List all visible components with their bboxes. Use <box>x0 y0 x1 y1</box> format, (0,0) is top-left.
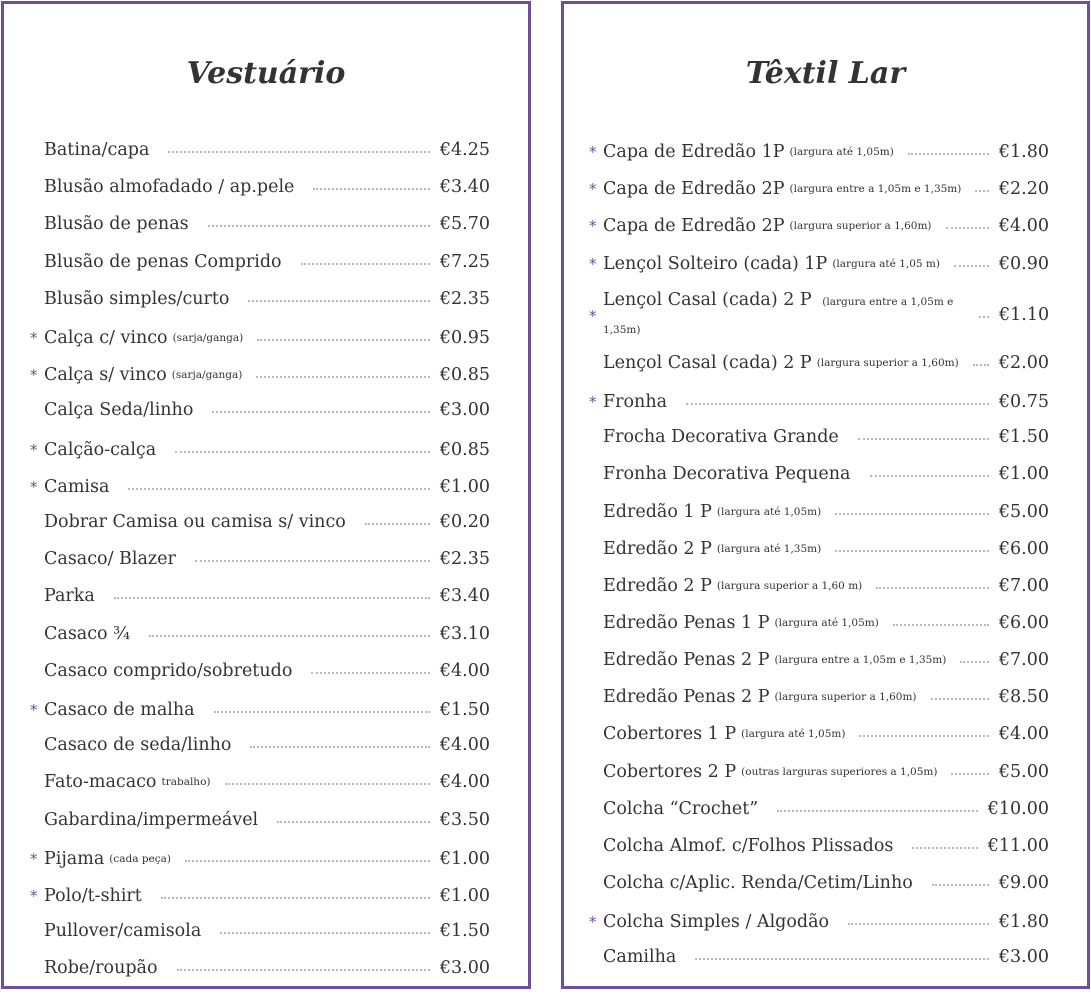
item-label: Colcha c/Aplic. Renda/Cetim/Linho <box>603 873 913 893</box>
item-note: trabalho) <box>161 776 211 789</box>
item-label: Blusão almofadado / ap.pele <box>44 177 295 198</box>
price-row <box>589 287 1049 343</box>
price-row <box>30 139 490 161</box>
dotted-leader <box>951 773 988 775</box>
item-price: €4.00 <box>998 216 1049 236</box>
item-label: Casaco de seda/linho <box>44 735 232 756</box>
dotted-leader <box>220 932 430 934</box>
price-row <box>30 697 490 721</box>
item-price: €5.00 <box>998 502 1049 522</box>
item-price: €1.00 <box>998 464 1049 484</box>
item-label: Calção-calça <box>44 439 157 460</box>
dotted-leader <box>975 190 989 192</box>
item-label: Cobertores 2 P <box>603 762 737 782</box>
price-row <box>589 176 1049 200</box>
dotted-leader <box>311 672 430 674</box>
dotted-leader <box>686 403 989 405</box>
asterisk-marker: * <box>589 217 597 235</box>
dotted-leader <box>954 265 989 267</box>
price-row <box>589 501 1049 523</box>
item-label: Calça c/ vinco <box>44 328 168 348</box>
dotted-leader <box>835 550 989 552</box>
price-row <box>30 846 490 870</box>
item-price: €2.20 <box>998 179 1049 199</box>
dotted-leader <box>893 624 989 626</box>
item-note: (largura até 1,05m) <box>741 728 846 740</box>
item-price: €4.00 <box>439 660 490 681</box>
price-row <box>589 389 1049 413</box>
price-row <box>30 176 490 198</box>
item-label: Blusão simples/curto <box>44 288 230 309</box>
price-row <box>30 957 490 979</box>
item-note: (sarja/ganga) <box>172 332 244 344</box>
item-label: Pijama <box>44 848 105 869</box>
asterisk-marker: * <box>589 307 597 325</box>
dotted-leader <box>931 698 989 700</box>
dotted-leader <box>195 560 430 562</box>
item-label: Capa de Edredão 1P <box>603 142 785 162</box>
price-row <box>589 352 1049 374</box>
price-row <box>30 437 490 461</box>
item-label: Fronha Decorativa Pequena <box>603 464 851 484</box>
price-row <box>30 734 490 756</box>
asterisk-marker: * <box>589 913 597 931</box>
dotted-leader <box>248 300 429 302</box>
item-label: Dobrar Camisa ou camisa s/ vinco <box>44 512 346 532</box>
item-label: Casaco de malha <box>44 700 195 720</box>
item-price: €3.10 <box>439 623 490 644</box>
dotted-leader <box>960 661 989 663</box>
price-row <box>30 251 490 273</box>
asterisk-marker: * <box>30 887 38 905</box>
price-row <box>30 213 490 235</box>
price-row <box>30 474 490 498</box>
item-price: €0.85 <box>439 365 490 386</box>
item-price: €0.95 <box>439 328 490 348</box>
item-label: Frocha Decorativa Grande <box>603 427 839 447</box>
item-label: Lençol Casal (cada) 2 P <box>603 290 812 310</box>
item-note: (largura até 1,35m) <box>716 543 822 555</box>
dotted-leader <box>870 475 989 477</box>
item-price: €2.00 <box>998 353 1049 373</box>
item-price: €1.80 <box>998 912 1049 932</box>
item-label: Fato-macaco <box>44 772 157 793</box>
price-row <box>589 251 1049 275</box>
item-note: (largura superior a 1,60m) <box>816 357 959 369</box>
price-row <box>589 946 1049 968</box>
item-note: (sarja/ganga) <box>171 369 243 382</box>
item-price: €2.35 <box>439 288 490 309</box>
dotted-leader <box>175 451 430 453</box>
dotted-leader <box>777 810 978 812</box>
price-row <box>589 213 1049 237</box>
item-price: €1.80 <box>998 142 1049 162</box>
price-row <box>30 362 490 386</box>
item-label: Gabardina/impermeável <box>44 809 259 830</box>
price-row <box>589 426 1049 448</box>
item-price: €4.00 <box>439 735 490 756</box>
item-label: Calça Seda/linho <box>44 400 194 421</box>
item-label: Cobertores 1 P <box>603 724 737 744</box>
item-price: €5.00 <box>998 762 1049 782</box>
item-label: Edredão 1 P <box>603 502 712 522</box>
item-label: Capa de Edredão 2P <box>603 216 785 236</box>
item-note: (largura entre a 1,05m e 1,35m) <box>774 654 947 666</box>
price-row <box>30 288 490 310</box>
item-label: Edredão Penas 2 P <box>603 650 770 670</box>
dotted-leader <box>212 411 430 413</box>
item-price: €1.50 <box>998 427 1049 447</box>
asterisk-marker: * <box>30 477 38 496</box>
item-price: €9.00 <box>998 873 1049 893</box>
dotted-leader <box>214 711 430 713</box>
item-price: €0.90 <box>998 254 1049 274</box>
price-row <box>30 325 490 349</box>
item-label: Camilha <box>603 947 677 967</box>
item-label: Blusão de penas Comprido <box>44 251 282 272</box>
dotted-leader <box>185 860 430 862</box>
item-label: Capa de Edredão 2P <box>603 179 785 199</box>
price-row <box>30 771 490 793</box>
item-price: €1.50 <box>439 700 490 720</box>
item-label: Parka <box>44 586 95 607</box>
item-label-wrap <box>603 287 965 343</box>
item-price: €0.75 <box>998 392 1049 412</box>
dotted-leader <box>365 523 430 525</box>
dotted-leader <box>695 958 989 960</box>
price-row <box>30 623 490 645</box>
textil-lar-title: Têxtil Lar <box>745 56 906 91</box>
asterisk-marker: * <box>589 143 597 161</box>
item-note: (largura superior a 1,60m) <box>789 220 932 232</box>
dotted-leader <box>257 339 430 341</box>
dotted-leader <box>313 188 429 190</box>
item-note: (outras larguras superiores a 1,05m) <box>741 766 938 778</box>
dotted-leader <box>301 263 430 265</box>
item-price: €4.25 <box>439 140 490 160</box>
item-price: €7.25 <box>439 251 490 272</box>
dotted-leader <box>168 151 429 153</box>
dotted-leader <box>973 364 989 366</box>
price-row <box>589 463 1049 485</box>
item-price: €2.35 <box>439 549 490 570</box>
price-row <box>30 399 490 421</box>
dotted-leader <box>848 923 989 925</box>
asterisk-marker: * <box>30 329 38 347</box>
dotted-leader <box>114 597 430 599</box>
dotted-leader <box>208 225 430 227</box>
item-price: €3.40 <box>439 586 490 607</box>
price-row <box>589 909 1049 933</box>
item-price: €7.00 <box>998 650 1049 670</box>
item-label: Calça s/ vinco <box>44 365 167 386</box>
item-price: €3.40 <box>439 177 490 198</box>
item-note: (largura entre a 1,05m e 1,35m) <box>789 183 962 195</box>
price-row <box>589 761 1049 783</box>
price-row <box>30 511 490 533</box>
item-price: €3.00 <box>998 947 1049 967</box>
dotted-leader <box>979 316 989 318</box>
item-price: €1.00 <box>439 886 490 906</box>
item-note: (cada peça) <box>109 852 171 865</box>
price-row <box>30 883 490 907</box>
item-price: €1.10 <box>999 305 1050 325</box>
dotted-leader <box>946 227 989 229</box>
price-row <box>589 835 1049 857</box>
item-price: €4.00 <box>439 772 490 793</box>
item-price: €6.00 <box>998 613 1049 633</box>
vestuario-panel <box>1 1 531 989</box>
item-price: €3.50 <box>439 809 490 830</box>
price-row <box>589 723 1049 745</box>
dotted-leader <box>256 376 430 378</box>
price-row <box>589 612 1049 634</box>
item-note: (largura até 1,05m) <box>716 506 822 518</box>
price-row <box>30 660 490 682</box>
item-note: (largura até 1,05 m) <box>832 258 940 270</box>
item-label: Edredão 2 P <box>603 576 712 596</box>
dotted-leader <box>876 587 989 589</box>
item-label: Camisa <box>44 476 110 497</box>
dotted-leader <box>932 884 989 886</box>
item-label: Edredão Penas 1 P <box>603 613 770 633</box>
price-row <box>589 686 1049 708</box>
item-note: (largura superior a 1,60m) <box>774 691 917 703</box>
item-label: Batina/capa <box>44 140 150 160</box>
item-note: (largura entre a 1,05m e 1,35m) <box>603 296 954 336</box>
item-label: Pullover/camisola <box>44 921 202 942</box>
item-price: €0.20 <box>439 512 490 532</box>
dotted-leader <box>161 897 430 899</box>
price-row <box>589 872 1049 894</box>
asterisk-marker: * <box>589 180 597 198</box>
item-label: Lençol Casal (cada) 2 P <box>603 353 812 373</box>
dotted-leader <box>859 735 988 737</box>
item-price: €1.50 <box>439 921 490 942</box>
item-label: Casaco comprido/sobretudo <box>44 660 293 681</box>
item-label: Lençol Solteiro (cada) 1P <box>603 254 828 274</box>
textil-lar-panel <box>561 1 1090 989</box>
vestuario-title: Vestuário <box>186 56 346 91</box>
item-label: Casaco/ Blazer <box>44 549 176 570</box>
dotted-leader <box>177 969 430 971</box>
item-price: €3.00 <box>439 958 490 979</box>
dotted-leader <box>908 153 989 155</box>
dotted-leader <box>835 513 989 515</box>
item-label: Colcha Almof. c/Folhos Plissados <box>603 836 894 856</box>
item-price: €8.50 <box>998 687 1049 707</box>
price-row <box>30 548 490 570</box>
asterisk-marker: * <box>30 849 38 868</box>
price-row <box>589 575 1049 597</box>
item-label: Fronha <box>603 392 668 412</box>
dotted-leader <box>225 783 430 785</box>
item-price: €10.00 <box>987 799 1049 819</box>
dotted-leader <box>912 847 977 849</box>
item-price: €4.00 <box>998 724 1049 744</box>
item-label: Colcha Simples / Algodão <box>603 912 830 932</box>
item-label: Colcha “Crochet” <box>603 799 759 819</box>
dotted-leader <box>128 488 429 490</box>
price-row <box>30 585 490 607</box>
item-price: €0.85 <box>439 439 490 460</box>
item-note: (largura até 1,05m) <box>774 617 879 629</box>
item-label: Blusão de penas <box>44 214 189 235</box>
item-label: Polo/t-shirt <box>44 886 142 906</box>
item-label: Edredão 2 P <box>603 539 712 559</box>
item-price: €1.00 <box>439 476 490 497</box>
dotted-leader <box>277 821 430 823</box>
item-price: €3.00 <box>439 400 490 421</box>
price-row <box>30 809 490 831</box>
item-note: (largura até 1,05m) <box>789 146 894 158</box>
asterisk-marker: * <box>589 255 597 273</box>
asterisk-marker: * <box>589 393 597 411</box>
item-price: €5.70 <box>439 214 490 235</box>
dotted-leader <box>858 438 989 440</box>
dotted-leader <box>149 635 430 637</box>
price-row <box>589 538 1049 560</box>
price-row <box>589 649 1049 671</box>
asterisk-marker: * <box>30 440 38 459</box>
dotted-leader <box>250 746 429 748</box>
asterisk-marker: * <box>30 366 38 385</box>
item-note: (largura superior a 1,60 m) <box>716 580 863 592</box>
price-row <box>589 798 1049 820</box>
asterisk-marker: * <box>30 701 38 719</box>
item-price: €6.00 <box>998 539 1049 559</box>
item-price: €1.00 <box>439 848 490 869</box>
item-label: Edredão Penas 2 P <box>603 687 770 707</box>
item-label: Casaco ¾ <box>44 623 131 644</box>
item-price: €11.00 <box>987 836 1049 856</box>
price-row <box>589 139 1049 163</box>
item-price: €7.00 <box>998 576 1049 596</box>
item-label: Robe/roupão <box>44 958 158 979</box>
price-row <box>30 920 490 942</box>
